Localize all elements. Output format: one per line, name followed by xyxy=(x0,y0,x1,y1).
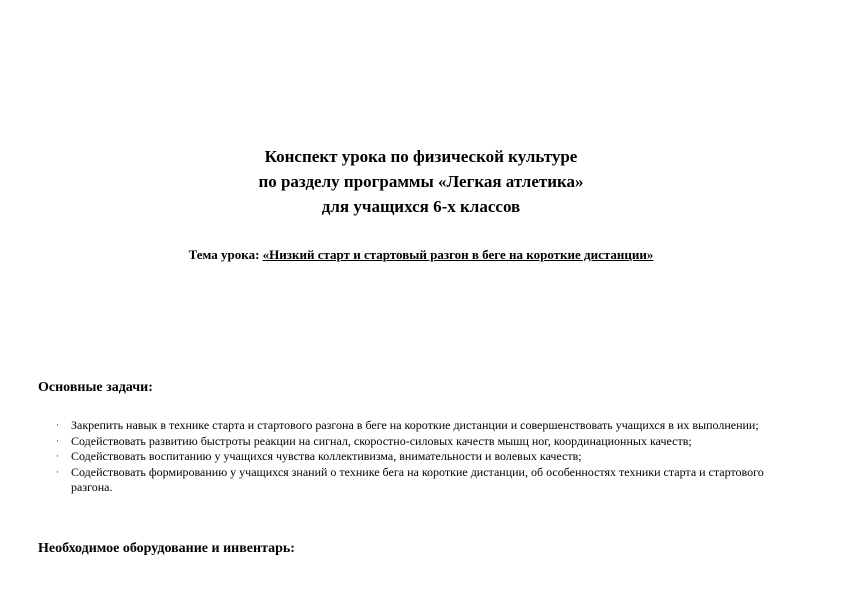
list-item xyxy=(56,418,796,434)
task-text: Содействовать формированию у учащихся знаний о технике бега на короткие дистанции, об особенностях техники старта и стартового разгона. xyxy=(71,464,764,494)
bullet-icon: · xyxy=(56,451,59,461)
bullet-icon: · xyxy=(56,420,59,430)
list-item xyxy=(56,434,796,450)
list-item xyxy=(56,449,796,465)
title-line-3: для учащихся 6-х классов xyxy=(321,197,521,216)
title-line-1: Конспект урока по физической культуре xyxy=(264,147,578,166)
task-text: Закрепить навык в технике старта и стартового разгона в беге на короткие дистанции и совершенствовать учащихся в их выполнении; xyxy=(71,418,759,432)
topic-label: Тема урока: xyxy=(188,247,263,262)
bullet-icon: · xyxy=(56,435,59,446)
list-item xyxy=(56,465,796,496)
document-title xyxy=(0,144,842,219)
tasks-list xyxy=(56,418,796,496)
equipment-heading: Необходимое оборудование и инвентарь: xyxy=(38,541,295,556)
topic-value: «Низкий старт и стартовый разгон в беге на короткие дистанции» xyxy=(262,247,654,262)
task-text: Содействовать развитию быстроты реакции на сигнал, скоростно-силовых качеств мышц ног, координационных качеств; xyxy=(71,433,692,448)
title-line-2: по разделу программы «Легкая атлетика» xyxy=(258,172,584,191)
tasks-heading: Основные задачи: xyxy=(38,380,153,395)
bullet-icon: · xyxy=(56,466,59,477)
task-text: Содействовать воспитанию у учащихся чувства коллективизма, внимательности и волевых качеств; xyxy=(71,449,582,463)
lesson-topic xyxy=(0,246,842,264)
